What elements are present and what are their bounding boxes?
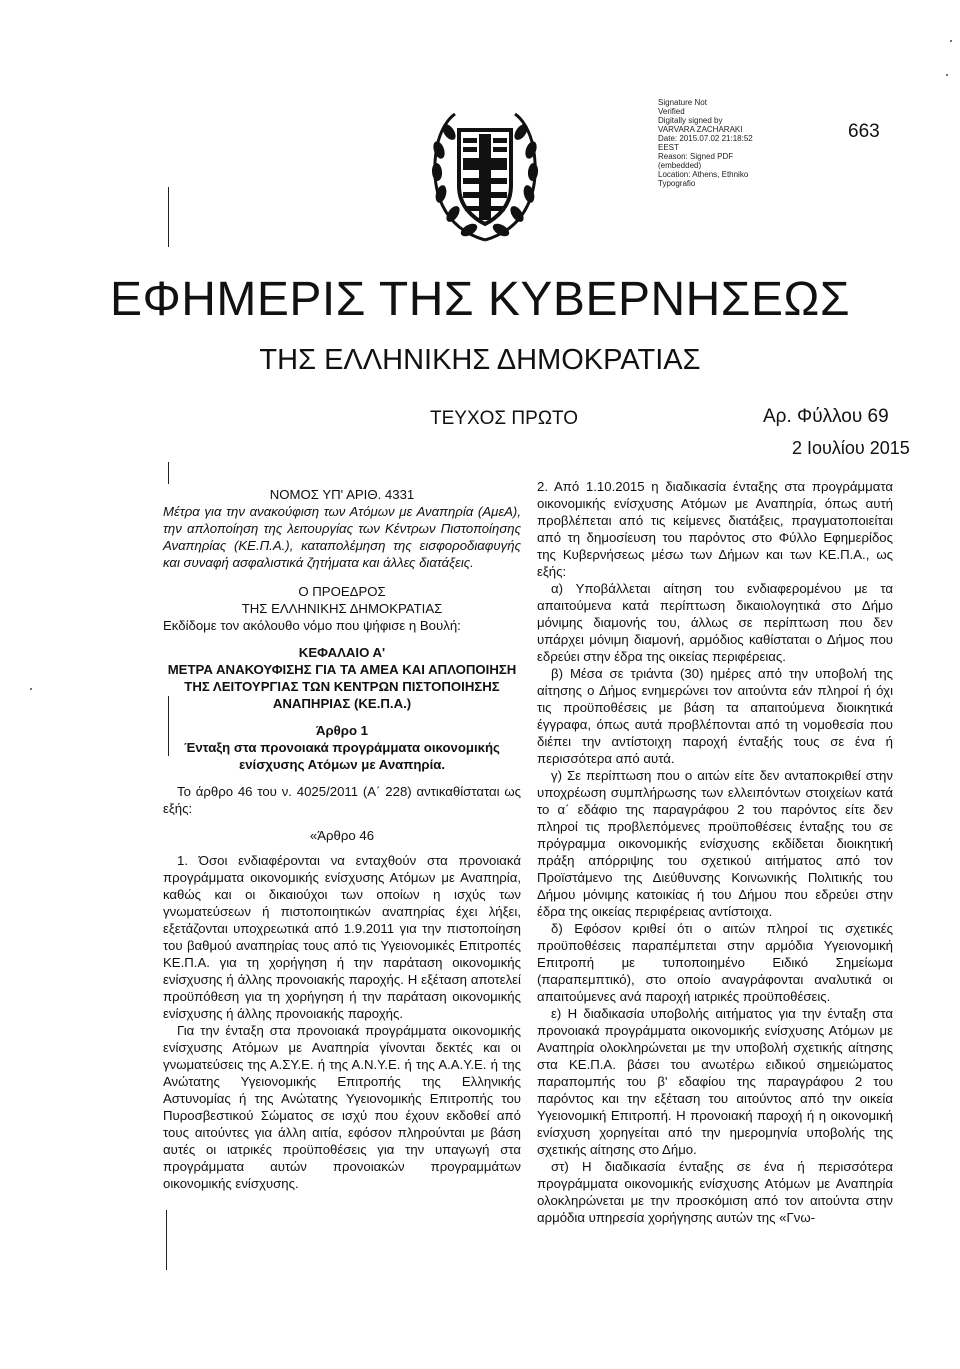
signature-line: VARVARA ZACHARAKI xyxy=(658,125,743,134)
right-column xyxy=(537,478,893,1226)
signature-line: Verified xyxy=(658,107,685,116)
signature-line: (embedded) xyxy=(658,161,702,170)
signature-line: Location: Athens, Ethniko xyxy=(658,170,749,179)
chapter-heading: ΚΕΦΑΛΑΙΟ Α' xyxy=(298,645,386,660)
article-paragraph: ε) Η διαδικασία υποβολής αιτήματος για την ένταξη στα προνοιακά προγράμματα οικονομικής ενίσχυσης Ατόμων με Αναπηρία ολοκληρώνεται με την υποβολή σχετικής αίτησης στα ΚΕ.Π.Α. βάσει του ανωτέρω ειδικού σημειώματος παραπομπής του β' εδαφίου της παραγράφου 2 του παρόντος και την εξέταση του αιτούντος από την οικεία Υγειονομική Επιτροπή. Η προνοιακή παροχή ή η οικονομική ενίσχυση χορηγείται από την ημερομηνία υποβολής της σχετικής αίτησης στο Δήμο. xyxy=(537,1006,893,1157)
signature-line: Reason: Signed PDF xyxy=(658,152,734,161)
article-paragraph: β) Μέσα σε τριάντα (30) ημέρες από την υποβολή της αίτησης ο Δήμος ενημερώνει τον αιτούντα εάν πληροί ή όχι τις προϋποθέσεις με βάση τα απαιτούμενα διοικητικά έγγραφα, όπως αυτά προβλέπονται από τη νομοθεσία που διέπει την αντίστοιχη παροχή ένταξής τους σε ένα ή περισσότερα από αυτά. xyxy=(537,666,893,766)
article-paragraph: Για την ένταξη στα προνοιακά προγράμματα οικονομικής ενίσχυσης Ατόμων με Αναπηρία γίνονται δεκτές και οι γνωματεύσεις της Α.ΣΥ.Ε. ή της Α.Ν.Υ.Ε. ή της Α.Α.Υ.Ε. ή της Ανώτατης Υγειονομικής Επιτροπής της Ελληνικής Αστυνομίας ή της Ανώτατης Υγειονομικής Επιτροπής του Πυροσβεστικού Σώματος σε ισχύ που έχουν εκδοθεί από τους αιτούντες για άλλη αιτία, εφόσον πληρούνται με βάση αυτές οι ιατρικές προϋποθέσεις για την υπαγωγή στα προγράμματα αυτών προνοιακών προγραμμάτων οικονομικής ενίσχυσης. xyxy=(163,1023,521,1191)
signature-line: Date: 2015.07.02 21:18:52 xyxy=(658,134,753,143)
page-number: 663 xyxy=(848,121,880,142)
chapter-title: ΜΕΤΡΑ ΑΝΑΚΟΥΦΙΣΗΣ ΓΙΑ ΤΑ ΑΜΕΑ ΚΑΙ ΑΠΛΟΠΟΙΗΣΗ ΤΗΣ ΛΕΙΤΟΥΡΓΙΑΣ ΤΩΝ ΚΕΝΤΡΩΝ ΠΙΣΤΟΠΟΙΗΣΗΣ ΑΝΑΠΗΡΙΑΣ (ΚΕ.Π.Α.) xyxy=(167,662,517,711)
left-column xyxy=(163,486,521,1192)
law-title: Μέτρα για την ανακούφιση των Ατόμων με Αναπηρία (ΑμεΑ), την απλοποίηση της λειτουργίας των Κέντρων Πιστοποίησης Αναπηρίας (ΚΕ.Π.Α.), καταπολέμηση της εισφοροδιαφυγής και συναφή ασφαλιστικά ζητήματα και άλλες διατάξεις. xyxy=(163,504,521,570)
article-title: Ένταξη στα προνοιακά προγράμματα οικονομικής ενίσχυσης Ατόμων με Αναπηρία. xyxy=(184,740,500,772)
greek-coat-of-arms-emblem xyxy=(425,100,545,250)
article-paragraph: 2. Από 1.10.2015 η διαδικασία ένταξης στα προγράμματα οικονομικής ενίσχυσης Ατόμων με Αναπηρία, όπως αυτή προβλέπεται από τις κείμενες διατάξεις, πραγματοποιείται από τη δημοσίευση του παρόντος στο Φύλλο Εφημερίδος της Κυβερνήσεως μέσω των Δήμων και των ΚΕ.Π.Α., ως εξής: xyxy=(537,479,893,579)
president-heading: Ο ΠΡΟΕΔΡΟΣ xyxy=(298,584,386,599)
issue-date: 2 Ιουλίου 2015 xyxy=(792,438,910,458)
article-heading: Άρθρο 1 xyxy=(315,723,369,738)
enactment-formula: Εκδίδομε τον ακόλουθο νόμο που ψήφισε η Βουλή: xyxy=(163,618,461,633)
digital-signature-stamp xyxy=(658,98,768,188)
republic-heading: ΤΗΣ ΕΛΛΗΝΙΚΗΣ ΔΗΜΟΚΡΑΤΙΑΣ xyxy=(241,601,443,616)
article-paragraph: α) Υποβάλλεται αίτηση του ενδιαφερομένου με τα απαιτούμενα κατά περίπτωση δικαιολογητικά στο Δήμο μόνιμης διαμονής του, άλλως σε περίπτωση που δεν υπάρχει μόνιμη διαμονή, αρμόδιος καθίσταται ο Δήμος που εδρεύει στην έδρα της οικείας περιφέρειας. xyxy=(537,581,893,664)
article-46-heading: «Άρθρο 46 xyxy=(309,828,375,843)
article-paragraph: δ) Εφόσον κριθεί ότι ο αιτών πληροί τις σχετικές προϋποθέσεις παραπέμπεται στην αρμόδια Υγειονομική Επιτροπή με τυποποιημένο Ειδικό Σημείωμα (παραπεμπτικό), στο οποίο αναγράφονται αναλυτικά οι απαιτούμενες ανά παροχή ιατρικές προϋποθέσεις. xyxy=(537,921,893,1004)
law-number: ΝΟΜΟΣ ΥΠ' ΑΡΙΘ. 4331 xyxy=(269,487,415,502)
signature-line: Signature Not xyxy=(658,98,707,107)
signature-line: EEST xyxy=(658,143,679,152)
signature-line: Typografio xyxy=(658,179,696,188)
signature-line: Digitally signed by xyxy=(658,116,723,125)
article-paragraph: γ) Σε περίπτωση που ο αιτών είτε δεν ανταποκριθεί στην υποχρέωση συμπλήρωσης των ελλειπόντων στοιχείων κατά το α΄ εδάφιο της παραγράφου 2 του παρόντος είτε δεν πληροί τις προβλεπόμενες προϋποθέσεις ένταξης του σε πρόγραμμα οικονομικής ενίσχυσης εκδίδεται διοικητική πράξη απόρριψης του σχετικού αιτήματος από τον Προϊστάμενο της Διεύθυνσης Κοινωνικής Πολιτικής του Δήμου μόνιμης κατοικίας ή του Δήμου που εδρεύει στην έδρα της οικείας περιφέρειας αντίστοιχα. xyxy=(537,768,893,919)
issue-series: ΤΕΥΧΟΣ ΠΡΩΤΟ xyxy=(430,408,579,429)
sheet-number: Αρ. Φύλλου 69 xyxy=(763,406,889,427)
article-paragraph: Το άρθρο 46 του ν. 4025/2011 (Α΄ 228) αντικαθίσταται ως εξής: xyxy=(163,784,521,816)
article-paragraph: 1. Όσοι ενδιαφέρονται να ενταχθούν στα προνοιακά προγράμματα οικονομικής ενίσχυσης Ατόμων με Αναπηρία, καθώς και οι δικαιούχοι των οποίων η ισχύς των γνωματεύσεων ή πιστοποιητικών αναπηρίας έχει λήξει, εξετάζονται υποχρεωτικά από 1.9.2011 για την πιστοποίηση του βαθμού αναπηρίας τους από τις Υγειονομικές Επιτροπές ΚΕ.Π.Α. για τη χορήγηση ή την παράταση οικονομικής ενίσχυσης ή άλλης προνοιακής παροχής. Η εξέταση αποτελεί προϋπόθεση για τη χορήγηση ή την παράταση οικονομικής ενίσχυσης ή άλλης προνοιακής παροχής. xyxy=(163,853,521,1021)
gazette-title: ΕΦΗΜΕΡΙΣ ΤΗΣ ΚΥΒΕΡΝΗΣΕΩΣ xyxy=(109,273,851,326)
gazette-subtitle: ΤΗΣ ΕΛΛΗΝΙΚΗΣ ΔΗΜΟΚΡΑΤΙΑΣ xyxy=(259,344,701,376)
article-paragraph: στ) Η διαδικασία ένταξης σε ένα ή περισσότερα προγράμματα οικονομικής ενίσχυσης Ατόμων με Αναπηρία ολοκληρώνεται με την προσκόμιση από τον αιτούντα στην αρμόδια υπηρεσία χορήγησης αυτών της «Γνω- xyxy=(537,1159,893,1225)
